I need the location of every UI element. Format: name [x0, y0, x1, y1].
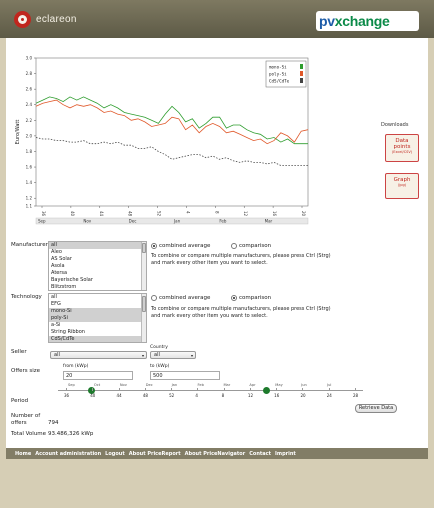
period-tick [224, 388, 225, 391]
legend-swatch [300, 78, 303, 83]
x-tick-label: 8 [214, 211, 220, 214]
offers-count-label-line-2: offers [11, 419, 27, 426]
technology-hint-line-1: To combine or compare multiple manufacturers, please press Ctrl (Strg) [151, 306, 331, 312]
technology-comparison-radio[interactable] [231, 295, 237, 301]
total-volume-value: 93.486,326 kWp [48, 431, 94, 437]
price-chart [12, 46, 312, 231]
eclareon-logo-text: eclareon [36, 14, 77, 25]
download-data-points-sub: (Excel/CSV) [391, 150, 413, 154]
y-axis-label: Euro/Watt [15, 119, 21, 145]
download-data-points-label-1: Data [395, 138, 409, 144]
technology-comparison-label: comparison [239, 295, 272, 301]
technology-hint-line-2: and mark every other item you want to select. [151, 312, 268, 319]
country-label: Country [150, 345, 168, 350]
list-item[interactable]: mono-Si [49, 308, 146, 315]
technology-combined-radio[interactable] [151, 295, 157, 301]
from-label: from (kWp) [63, 364, 89, 369]
period-month-label: Sep [68, 383, 75, 387]
x-tick-label: 20 [301, 211, 306, 217]
technology-label: Technology [11, 294, 42, 300]
footer-link-about-pricenavigator[interactable]: About PriceNavigator [184, 450, 246, 457]
x-tick-label: 44 [98, 211, 104, 217]
list-item[interactable]: poly-Si [49, 315, 146, 322]
period-week-label: 52 [169, 393, 175, 398]
y-tick-label: 2.8 [25, 71, 32, 77]
download-graph-sub: (jpg) [397, 183, 407, 187]
period-month-label: Jul [327, 383, 332, 387]
eclareon-logo-icon [14, 11, 31, 28]
footer-link-contact[interactable]: Contact [249, 450, 272, 457]
period-week-label: 36 [64, 393, 70, 398]
y-tick-label: 2.0 [25, 133, 32, 139]
period-tick [119, 388, 120, 391]
manufacturer-listbox[interactable] [48, 241, 147, 291]
y-tick-label: 3.0 [25, 55, 32, 61]
footer-link-account-administration[interactable]: Account administration [35, 450, 102, 457]
download-data-points-button[interactable] [385, 134, 419, 162]
period-week-label: 16 [274, 393, 280, 398]
offers-count-value: 794 [48, 420, 59, 426]
month-label: Nov [83, 218, 92, 224]
manufacturer-hint-line-2: and mark every other item you want to select. [151, 259, 268, 266]
legend-label: mono-Si [269, 64, 287, 70]
month-label: Sep [38, 218, 46, 224]
footer-link-logout[interactable]: Logout [105, 450, 125, 457]
footer-nav [6, 448, 428, 459]
chevron-down-icon: ▾ [141, 353, 144, 358]
country-select-value: all [154, 352, 160, 358]
total-volume-label: Total Volume [11, 431, 47, 437]
seller-select-value: all [54, 352, 60, 358]
period-week-label: 20 [300, 393, 306, 398]
footer-link-home[interactable]: Home [15, 450, 32, 457]
period-tick [66, 388, 67, 391]
y-tick-label: 1.4 [25, 180, 32, 186]
period-tick [302, 388, 303, 391]
legend-label: CdS/CdTe [269, 78, 290, 84]
y-tick-label: 1.2 [25, 195, 32, 201]
period-tick [276, 388, 277, 391]
offers-count-label [11, 413, 40, 426]
period-tick [171, 388, 172, 391]
y-tick-label: 1.6 [25, 164, 32, 170]
downloads-title: Downloads [381, 122, 409, 128]
manufacturer-scrollbar[interactable] [141, 242, 146, 290]
period-week-label: 44 [116, 393, 122, 398]
manufacturer-comparison-radio[interactable] [231, 243, 237, 249]
scrollbar-thumb[interactable] [142, 243, 146, 253]
period-month-label: Mar [223, 383, 231, 387]
list-item[interactable]: EFG [51, 301, 61, 307]
period-week-label: 4 [195, 393, 198, 398]
to-kwp-input[interactable]: 500 [150, 371, 220, 380]
list-item[interactable]: Bayerische Solar [51, 277, 93, 283]
period-month-label: Feb [197, 383, 204, 387]
main-content [6, 38, 428, 448]
y-tick-label: 2.4 [25, 102, 32, 108]
footer-link-about-pricereport[interactable]: About PriceReport [128, 450, 181, 457]
list-item[interactable]: a-Si [51, 322, 61, 328]
manufacturer-hint-line-1: To combine or compare multiple manufacturers, please press Ctrl (Strg) [151, 253, 331, 259]
period-week-label: 12 [247, 393, 253, 398]
seller-select[interactable] [50, 351, 147, 359]
pvxchange-logo[interactable] [316, 11, 419, 31]
period-month-label: Jan [171, 383, 178, 387]
list-item[interactable]: all [49, 242, 146, 249]
technology-combined-label: combined average [159, 295, 211, 301]
period-week-label: 48 [142, 393, 148, 398]
list-item[interactable]: Asola [51, 263, 65, 269]
x-tick-label: 16 [272, 211, 278, 217]
download-graph-button[interactable] [385, 173, 419, 199]
period-month-label: Apr [249, 383, 256, 387]
list-item[interactable]: Aleo [51, 249, 62, 255]
list-item[interactable]: Atersa [51, 270, 68, 276]
period-tick [145, 388, 146, 391]
manufacturer-hint [151, 253, 391, 266]
legend-swatch [300, 64, 303, 69]
y-tick-label: 1.1 [25, 203, 32, 209]
x-tick-label: 48 [127, 211, 133, 217]
seller-label: Seller [11, 349, 27, 355]
download-data-points-label-2: points [393, 144, 411, 150]
to-label: to (kWp) [150, 364, 170, 369]
period-slider[interactable] [58, 383, 363, 403]
period-week-label: 28 [353, 393, 359, 398]
technology-hint [151, 306, 391, 319]
manufacturer-combined-label: combined average [159, 243, 211, 249]
footer-link-imprint[interactable]: Imprint [275, 450, 296, 457]
x-tick-label: 36 [41, 211, 46, 217]
period-tick [92, 388, 93, 391]
period-tick [250, 388, 251, 391]
list-item[interactable]: String Ribbon [51, 329, 85, 335]
period-tick [329, 388, 330, 391]
manufacturer-comparison-label: comparison [239, 243, 272, 249]
period-slider-track[interactable] [58, 390, 363, 391]
period-month-label: May [275, 383, 283, 387]
list-item[interactable]: CdS/CdTe [49, 336, 146, 343]
from-kwp-input[interactable]: 20 [63, 371, 133, 380]
period-month-label: Nov [119, 383, 127, 387]
legend-label: poly-Si [269, 71, 287, 77]
month-label: Mar [264, 218, 273, 224]
eclareon-logo[interactable] [14, 11, 77, 28]
chevron-down-icon: ▾ [190, 353, 193, 358]
pvxchange-logo-prefix: pv [319, 13, 335, 29]
period-label: Period [11, 398, 29, 404]
month-label: Jan [174, 218, 181, 224]
list-item[interactable]: AS Solar [51, 256, 72, 262]
technology-scrollbar[interactable] [141, 294, 146, 342]
period-month-label: Jun [301, 383, 307, 387]
period-end-handle[interactable] [263, 387, 270, 394]
x-tick-label: 12 [243, 211, 249, 217]
manufacturer-combined-radio[interactable] [151, 243, 157, 249]
offers-size-label: Offers size [11, 368, 41, 374]
scrollbar-thumb[interactable] [142, 296, 146, 312]
offers-count-label-line-1: Number of [11, 413, 41, 419]
period-week-label: 40 [90, 393, 96, 398]
pvxchange-logo-rest: xchange [334, 13, 390, 29]
legend-swatch [300, 71, 303, 76]
period-week-label: 24 [326, 393, 332, 398]
manufacturer-label: Manufacturer [11, 242, 48, 248]
x-tick-label: 4 [185, 211, 191, 214]
list-item[interactable]: all [51, 294, 57, 300]
y-tick-label: 2.2 [25, 117, 32, 123]
list-item[interactable]: Blitzstrom [51, 284, 77, 290]
x-tick-label: 40 [69, 211, 75, 217]
y-tick-label: 2.6 [25, 86, 32, 92]
period-tick [197, 388, 198, 391]
x-tick-label: 52 [156, 211, 162, 217]
period-week-label: 8 [221, 393, 225, 398]
period-tick [355, 388, 356, 391]
period-month-label: Dec [145, 383, 153, 387]
download-graph-label: Graph [393, 177, 411, 183]
y-tick-label: 1.8 [25, 148, 32, 154]
header-bar [0, 0, 434, 38]
country-select[interactable] [150, 351, 196, 359]
month-label: Feb [219, 218, 227, 224]
month-label: Dec [128, 218, 137, 224]
retrieve-data-button[interactable]: Retrieve Data [355, 404, 397, 413]
technology-listbox[interactable] [48, 293, 147, 343]
period-month-label: Oct [93, 383, 101, 387]
